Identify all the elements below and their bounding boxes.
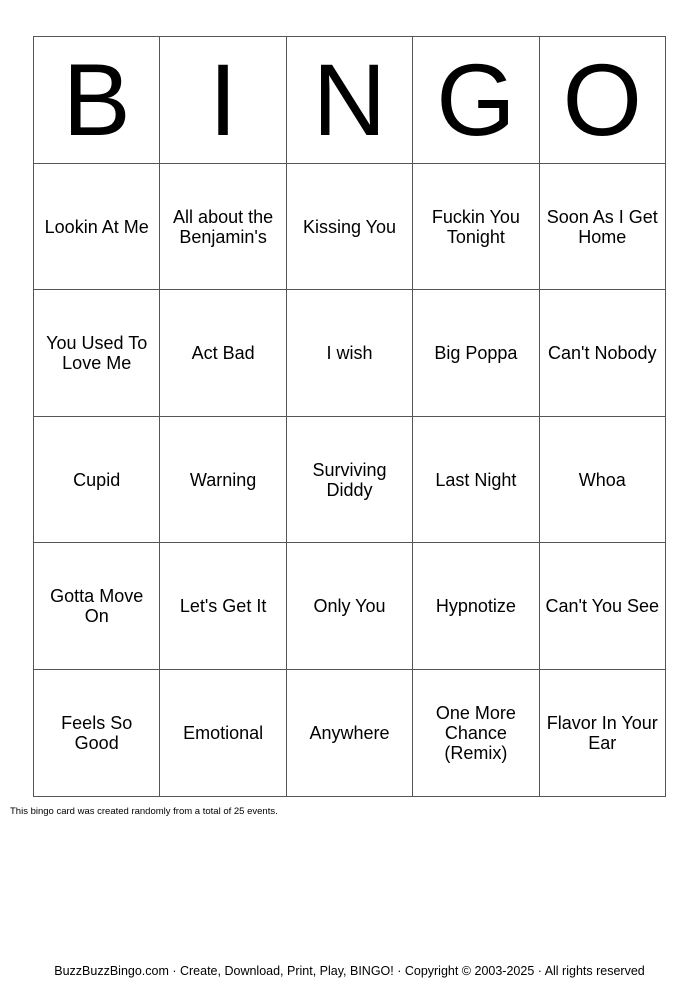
bingo-cell: Let's Get It <box>160 543 286 670</box>
bingo-header-letter: B <box>34 37 160 164</box>
bingo-cell: Fuckin You Tonight <box>413 164 539 290</box>
bingo-cell: Emotional <box>160 670 286 797</box>
bingo-cell: Lookin At Me <box>34 164 160 290</box>
bingo-cell: Can't Nobody <box>539 290 665 417</box>
bingo-header-row <box>34 37 666 164</box>
bingo-cell: Only You <box>286 543 412 670</box>
bingo-cell: Big Poppa <box>413 290 539 417</box>
bingo-cell: Soon As I Get Home <box>539 164 665 290</box>
bingo-cell: Hypnotize <box>413 543 539 670</box>
bingo-card <box>33 36 666 797</box>
bingo-cell: All about the Benjamin's <box>160 164 286 290</box>
bingo-cell: Cupid <box>34 417 160 543</box>
bingo-cell: Last Night <box>413 417 539 543</box>
bingo-cell: Act Bad <box>160 290 286 417</box>
bingo-row <box>34 164 666 290</box>
bingo-header-letter: O <box>539 37 665 164</box>
bingo-row <box>34 543 666 670</box>
bingo-cell: I wish <box>286 290 412 417</box>
bingo-header-letter: G <box>413 37 539 164</box>
card-footnote: This bingo card was created randomly from a total of 25 events. <box>10 806 278 817</box>
bingo-cell: Whoa <box>539 417 665 543</box>
bingo-cell: Surviving Diddy <box>286 417 412 543</box>
bingo-cell: Feels So Good <box>34 670 160 797</box>
site-footer: BuzzBuzzBingo.com · Create, Download, Print, Play, BINGO! · Copyright © 2003-2025 · All rights reserved <box>54 964 645 978</box>
bingo-cell: Kissing You <box>286 164 412 290</box>
bingo-cell: Gotta Move On <box>34 543 160 670</box>
bingo-header-letter: I <box>160 37 286 164</box>
bingo-cell: Can't You See <box>539 543 665 670</box>
bingo-header-letter: N <box>286 37 412 164</box>
bingo-row <box>34 417 666 543</box>
bingo-row <box>34 290 666 417</box>
bingo-cell: Warning <box>160 417 286 543</box>
bingo-cell: You Used To Love Me <box>34 290 160 417</box>
bingo-cell: One More Chance (Remix) <box>413 670 539 797</box>
bingo-cell: Anywhere <box>286 670 412 797</box>
bingo-cell: Flavor In Your Ear <box>539 670 665 797</box>
bingo-row <box>34 670 666 797</box>
